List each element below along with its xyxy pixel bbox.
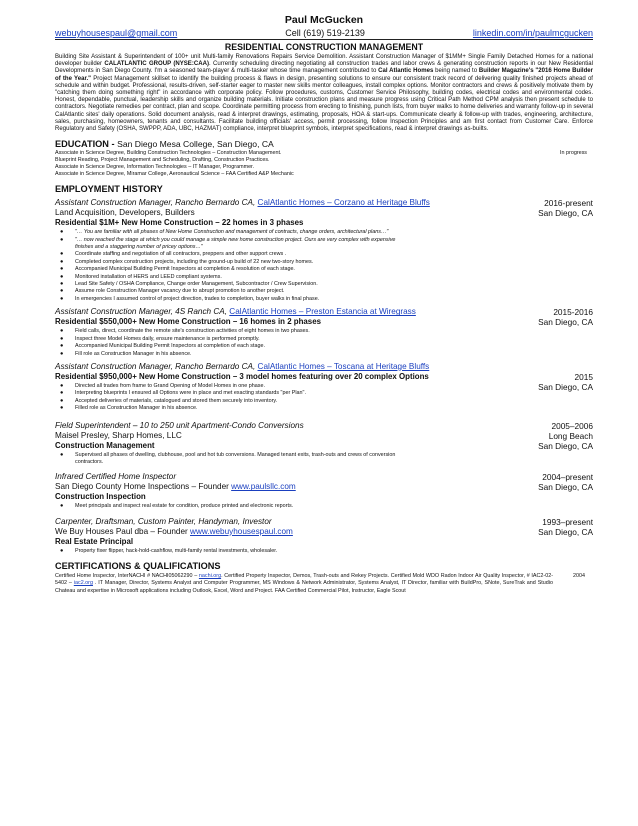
list-item: ● Lead Site Safety / OSHA Compliance, Change order Management, Subcontractor / Crew Supervision. (60, 281, 525, 288)
job-headline: Residential $950,000+ New Home Construction – 3 model homes featuring over 20 complex Options (55, 371, 429, 381)
summary-bold-1: CALATLANTIC GROUP (NYSE:CAA) (104, 61, 209, 68)
job-title (55, 198, 525, 208)
list-item: ● Inspect three Model Homes daily, ensure maintenance is performed promptly. (60, 336, 525, 343)
summary-bold-3: Builder Magazine's "2016 Home Builder of the Year." (55, 68, 593, 82)
education-line: Blueprint Reading, Project Management and Scheduling, Drafting, Construction Practices. (55, 157, 270, 164)
job-subtitle-text: San Diego County Home Inspections – Founder (55, 482, 232, 492)
job-headline: Construction Inspection (55, 492, 146, 502)
list-item: ● Accepted deliveries of materials, catalogued and stored them securely into inventory. (60, 398, 525, 405)
job-company-link[interactable]: CalAtlantic Homes – Preston Estancia at Wiregrass (229, 307, 416, 317)
nachi-link[interactable]: nachi.org (198, 573, 222, 580)
education-school: San Diego Mesa College, San Diego, CA (117, 139, 274, 150)
certifications-heading: CERTIFICATIONS & QUALIFICATIONS (55, 561, 221, 572)
cert-text-1: Certified Home Inspector, InterNACHI # NACHI05062290 – (55, 573, 199, 580)
job-subtitle: Land Acquisition, Developers, Builders (55, 208, 195, 218)
job-title: Carpenter, Draftsman, Custom Painter, Handyman, Investor (55, 516, 272, 526)
job-entry (55, 472, 593, 510)
job-title (55, 362, 525, 372)
candidate-name: Paul McGucken (284, 14, 364, 26)
job-meta (538, 517, 593, 537)
headline-title: RESIDENTIAL CONSTRUCTION MANAGEMENT (224, 42, 424, 52)
job-title: Infrared Certified Home Inspector (55, 472, 177, 482)
list-item: ● Accompanied Municipal Building Permit Inspectors at completion of each stage. (60, 343, 525, 350)
job-meta (538, 421, 593, 451)
job-dates: 2004–present (542, 472, 593, 483)
list-item: contractors. (75, 458, 104, 465)
job-location: San Diego, CA (538, 381, 593, 392)
list-item: ● Interpreting blueprints I ensured all Options were in place and met exacting standards "per Plan". (60, 390, 525, 397)
certifications-text (55, 573, 593, 595)
job-bullets (60, 503, 525, 510)
job-title-text: Assistant Construction Manager, 4S Ranch CA, (55, 307, 230, 317)
job-meta (538, 198, 593, 218)
list-item: ● Supervised all phases of dwelling, clubhouse, pool and hot tub conversions. Managed tenant exits, trash-outs and crews of conversion (60, 452, 525, 459)
summary-bold-2: Cal Atlantic Homes (378, 68, 434, 75)
job-dates: 2005–2006 (551, 420, 593, 431)
job-location: San Diego, CA (538, 482, 593, 493)
job-entry (55, 198, 593, 303)
website-link[interactable]: www.webuyhousespaul.com (190, 526, 293, 536)
employment-heading: EMPLOYMENT HISTORY (55, 184, 163, 195)
list-item: ● Meet principals and inspect real estate for condition, produce printed and electronic reports. (60, 503, 525, 510)
list-item: ● "… You are familiar with all phases of New Home Construction and management of contracts, change orders, architectural plans…" (60, 229, 525, 236)
summary-text-4: Project Management skillset to identify the building process & flaws in design, presenting solutions to ensure our consistent track record of delivering quality finished projects ahead of schedule and within budget. Professional, results-driven, self-starter eager to master new skills mentor colleagues, install complex options. Monitor contractors and crews & positively motivate them by "catching them doing something right" in accordance with corporate policy. Follow procedures, customs, Customer Service Philosophy, building codes, electrical codes and environmental codes. Honest, dependable, punctual, leadership skills and organize building materials. Initiate construction plans and measure progress using Critical Path Method CPM analysis then present schedule to contractors. Negotiate remedies per contract, plan and scope. Coordinate permitting process from erecting to finishing, punch lists, from buyer walks to home deliveries and warranty follow-up in several CalAtlantic sites' daily operations. Solid document analysis, read & interpret drawings, estimating, proposals, HOA & start-ups. Communicate clearly & follow-up with trades, engineering, architecture, sales, purchasing, homeowners, tenants and consultants. Facilitate building officials' access, permit processing, follow Inspection Principles and am first contact from Customer Care. Enforce Regulatory and Safety (OSHA, SWPPP, ADA, UBC, HAZMAT) compliance, interpret blueprint symbols, interpret specifications, read & interpret drawings as-builts. (55, 75, 593, 133)
summary-text-3: being named to (433, 68, 479, 75)
job-subtitle-text: We Buy Houses Paul dba – Founder (55, 526, 191, 536)
summary-text-1: Building Site Assistant & Superintendent of 100+ unit Multi-family Renovations Repairs Service Demolition. Assistant Construction Manager of $1MM+ Single Family Detached Homes for a national developer builder (55, 54, 593, 68)
cert-text-2: . Certified Property Inspector, Demos, Trash-outs and Rekey Projects. Certified Mold WDO Radon Indoor Air Quality Inspector, # IAC2-02-5402 – (55, 573, 553, 587)
job-company-link[interactable]: CalAtlantic Homes – Toscana at Heritage Bluffs (257, 361, 430, 371)
education-heading-label: EDUCATION - (55, 139, 118, 150)
education-line: Associate in Science Degree, Miramar College, Aeronautical Science – FAA Certified A&P Mechanic (55, 171, 294, 178)
contact-row (55, 28, 593, 40)
list-item: finishes and a staggering number of pricey options…" (75, 244, 203, 251)
list-item: ● Monitored installation of HERS and LEED compliant systems. (60, 274, 525, 281)
summary-text-2: . Currently scheduling directing negotiating all construction trades and labor crews & generating construction reports in our New Residential Developments in San Diego County. I'm a seasoned team-player & multi-tasker whose time management contributed to (55, 61, 593, 75)
list-item: ● Property fixer flipper, hack-hold-cashflow, multi-family rental investments, wholesaler. (60, 548, 525, 555)
job-dates: 2015 (574, 371, 593, 382)
cert-year: 2004 (573, 573, 585, 580)
iac2-link[interactable]: iac2.org (73, 580, 93, 587)
job-entry (55, 307, 593, 358)
linkedin-link[interactable]: linkedin.com/in/paulmcgucken (472, 28, 593, 38)
cert-text-3: . IT Manager, Director, Systems Analyst and Computer Programmer, MS Windows & Network Administrator, Systems Analyst, IT Director, familiar with BuildPro, SNote, SureTrak and Studio Chateau and expertise in Microsoft applications including Outlook, Excel, Word and Project. FAA Certified Commercial Pilot, Instructor, Eagle Scout (55, 580, 553, 594)
education-details (55, 150, 593, 178)
job-headline: Residential $1M+ New Home Construction – 22 homes in 3 phases (55, 218, 304, 228)
job-headline: Residential $550,000+ New Home Construction – 16 homes in 2 phases (55, 317, 321, 327)
list-item: ● In emergencies I assumed control of project direction, trades to completion, buyer walks in final phase. (60, 296, 525, 303)
list-item: ● Fill role as Construction Manager in his absence. (60, 351, 525, 358)
list-item: ● Assume role Construction Manager vacancy due to abrupt promotion to another project. (60, 288, 525, 295)
education-heading (55, 139, 593, 149)
job-entry (55, 517, 593, 555)
job-subtitle (55, 527, 525, 537)
list-item: ● Filled role as Construction Manager in his absence. (60, 405, 525, 412)
job-title: Field Superintendent – 10 to 250 unit Apartment-Condo Conversions (55, 420, 304, 430)
job-title-text: Assistant Construction Manager, Rancho Bernardo CA, (55, 198, 258, 208)
job-location: San Diego, CA (538, 317, 593, 328)
cell-phone: Cell (619) 519-2139 (285, 28, 365, 38)
job-bullets (60, 328, 525, 358)
job-meta (538, 307, 593, 327)
summary-paragraph (55, 54, 593, 133)
job-subtitle: Maisel Presley, Sharp Homes, LLC (55, 430, 182, 440)
job-title (55, 307, 525, 317)
job-headline: Real Estate Principal (55, 536, 134, 546)
job-entry (55, 362, 593, 413)
list-item: ● Accompanied Municipal Building Permit Inspectors at completion & resolution of each stage. (60, 266, 525, 273)
job-location: San Diego, CA (538, 208, 593, 219)
list-item: ● Completed complex construction projects, including the ground-up build of 22 new two-story homes. (60, 259, 525, 266)
job-location: San Diego, CA (538, 526, 593, 537)
job-bullets (60, 548, 525, 555)
list-item: ● Directed all trades from frame to Grand Opening of Model Homes in one phase. (60, 383, 525, 390)
list-item: ● Field calls, direct, coordinate the remote site's construction activities of eight homes in two phases. (60, 328, 525, 335)
job-headline: Construction Management (55, 440, 155, 450)
job-bullets (60, 229, 525, 303)
job-bullets (60, 383, 525, 413)
list-item: ● "… now reached the stage at which you could manage a simple new home construction project. Ours are very complex with expensive (60, 237, 525, 244)
job-location: Long Beach (548, 430, 593, 441)
education-status: In progress (560, 150, 587, 157)
email-link[interactable]: webuyhousespaul@gmail.com (55, 28, 178, 38)
job-dates: 1993–present (542, 516, 593, 527)
job-dates: 2015-2016 (553, 307, 593, 318)
website-link[interactable]: www.paulsllc.com (231, 482, 296, 492)
job-company-link[interactable]: CalAtlantic Homes – Corzano at Heritage Bluffs (257, 198, 430, 208)
list-item: ● Coordinate staffing and negotiation of all contractors, preppers and other support crews . (60, 251, 525, 258)
education-line: Associate in Science Degree, Building Construction Technologies – Construction Management. (55, 150, 282, 157)
job-location: San Diego, CA (538, 440, 593, 451)
job-meta (538, 472, 593, 492)
job-entry (55, 421, 593, 467)
job-bullets (60, 452, 525, 467)
job-meta (538, 372, 593, 392)
job-subtitle (55, 482, 525, 492)
education-line: Associate in Science Degree, Information Technologies – IT Manager, Programmer. (55, 164, 255, 171)
job-title-text: Assistant Construction Manager, Rancho Bernardo CA, (55, 361, 258, 371)
job-dates: 2016-present (544, 198, 593, 209)
